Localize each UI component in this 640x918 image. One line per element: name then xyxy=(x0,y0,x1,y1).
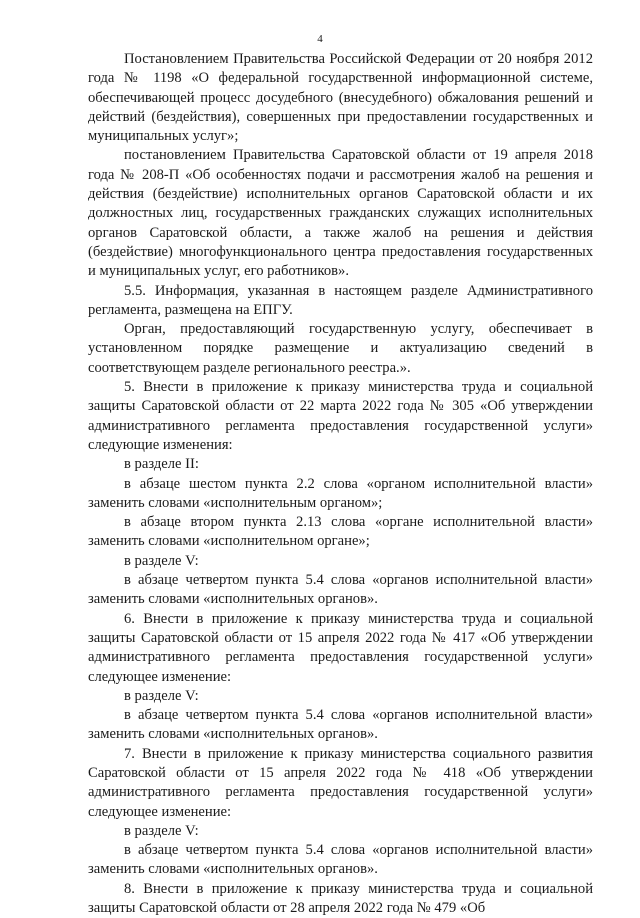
paragraph: 7. Внести в приложение к приказу министерства социального развития Саратовской области от 15 апреля 2022 года № 418 «Об утверждении административного регламента предоставления государственной услуги» следующее изменение: xyxy=(88,745,593,820)
paragraph: в разделе II: xyxy=(124,456,199,473)
document-body xyxy=(88,50,593,918)
paragraph: 8. Внести в приложение к приказу министерства труда и социальной защиты Саратовской области от 28 апреля 2022 года № 479 «Об xyxy=(88,880,593,917)
paragraph: в абзаце четвертом пункта 5.4 слова «органов исполнительной власти» заменить словами «исполнительных органов». xyxy=(88,842,593,878)
paragraph: в абзаце четвертом пункта 5.4 слова «органов исполнительной власти» заменить словами «исполнительных органов». xyxy=(88,572,593,608)
paragraph: в абзаце четвертом пункта 5.4 слова «органов исполнительной власти» заменить словами «исполнительных органов». xyxy=(88,707,593,743)
paragraph: в разделе V: xyxy=(124,552,199,569)
page-number: 4 xyxy=(317,33,323,45)
paragraph: постановлением Правительства Саратовской области от 19 апреля 2018 года № 208-П «Об особенностях подачи и рассмотрения жалоб на решения и действия (бездействие) исполнительных органов Саратовской области и их должностных лиц, государственных гражданских служащих исполнительных органов Саратовской области, а также жалоб на решения и действия (бездействие) многофункционального центра предоставления государственных и муниципальных услуг, его работников». xyxy=(88,147,593,280)
paragraph: 5.5. Информация, указанная в настоящем разделе Административного регламента, размещена на ЕПГУ. xyxy=(88,282,593,318)
paragraph: Орган, предоставляющий государственную услугу, обеспечивает в установленном порядке размещение и актуализацию сведений в соответствующем разделе регионального реестра.». xyxy=(88,321,593,376)
paragraph: 5. Внести в приложение к приказу министерства труда и социальной защиты Саратовской области от 22 марта 2022 года № 305 «Об утверждении административного регламента предоставления государственной услуги» следующие изменения: xyxy=(88,379,593,453)
paragraph: в абзаце шестом пункта 2.2 слова «органом исполнительной власти» заменить словами «исполнительным органом»; xyxy=(88,475,593,511)
paragraph: в разделе V: xyxy=(124,687,199,704)
paragraph: Постановлением Правительства Российской Федерации от 20 ноября 2012 года № 1198 «О федеральной государственной информационной системе, обеспечивающей процесс досудебного (внесудебного) обжалования решений и действий (бездействия), совершенных при предоставлении государственных и муниципальных услуг»; xyxy=(88,51,593,145)
paragraph: в разделе V: xyxy=(124,822,199,839)
paragraph: в абзаце втором пункта 2.13 слова «органе исполнительной власти» заменить словами «исполнительном органе»; xyxy=(88,514,593,550)
paragraph: 6. Внести в приложение к приказу министерства труда и социальной защиты Саратовской области от 15 апреля 2022 года № 417 «Об утверждении административного регламента предоставления государственной услуги» следующее изменение: xyxy=(88,610,593,685)
